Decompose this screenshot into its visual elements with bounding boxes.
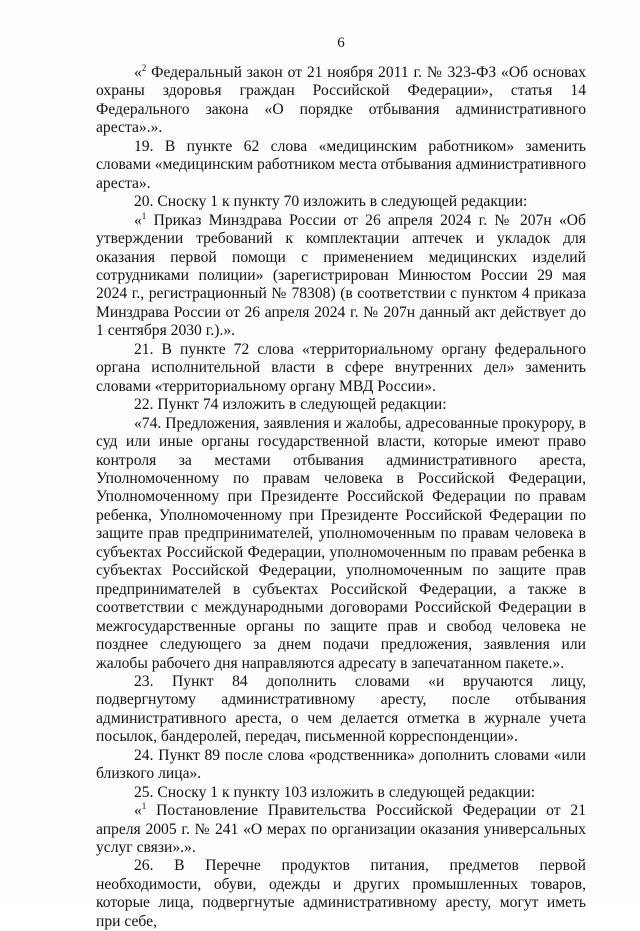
paragraph-item-22 xyxy=(96,396,586,414)
paragraph-item-21 xyxy=(96,341,586,396)
footnote-mark: 1 xyxy=(141,210,147,221)
paragraph-text: 23. Пункт 84 дополнить словами «и вручаются лицу, подвергнутому административному аресту, после отбывания административного ареста, о чем делается отметка в журнале учета посылок, бандеролей, передач, письменной корреспонденции». xyxy=(96,672,586,746)
paragraph-text: 22. Пункт 74 изложить в следующей редакции: xyxy=(134,396,447,414)
footnote-mark: 1 xyxy=(141,800,147,811)
document-body xyxy=(96,64,586,931)
quote-mark: « xyxy=(134,64,142,81)
paragraph-item-24 xyxy=(96,747,586,784)
paragraph-item-26 xyxy=(96,857,586,931)
quote-mark: « xyxy=(134,802,142,820)
paragraph-text: 20. Сноску 1 к пункту 70 изложить в следующей редакции: xyxy=(134,193,528,211)
paragraph-clause-74 xyxy=(96,415,586,673)
paragraph-text: Постановление Правительства Российской Федерации от 21 апреля 2005 г. № 241 «О мерах по организации оказания универсальных услуг связи».». xyxy=(96,802,586,857)
paragraph-item-25 xyxy=(96,784,586,802)
paragraph-text: 25. Сноску 1 к пункту 103 изложить в следующей редакции: xyxy=(134,783,536,801)
paragraph-text: «74. Предложения, заявления и жалобы, адресованные прокурору, в суд или иные органы государственной власти, которые имеют право контроля за местами отбывания административного ареста, Уполномоченному по правам человека в Российской Федерации, Уполномоченному при Президенте Российской Федерации по правам ребенка, Уполномоченному при Президенте Российской Федерации по защите прав предпринимателей, уполномоченным по правам человека в субъектах Российской Федерации, уполномоченным по правам ребенка в субъектах Российской Федерации, уполномоченным по защите прав предпринимателей в субъектах Российской Федерации, а также в соответствии с международными договорами Российской Федерации в межгосударственные органы по защите прав и свобод человека не позднее следующего за днем подачи предложения, заявления или жалобы рабочего дня направляются адресату в запечатанном пакете.». xyxy=(96,414,586,672)
paragraph-item-20 xyxy=(96,193,586,211)
paragraph-text: 21. В пункте 72 слова «территориальному органу федерального органа исполнительной власти в сфере внутренних дел» заменить словами «территориальному органу МВД России». xyxy=(96,340,586,395)
quote-mark: « xyxy=(134,211,142,229)
paragraph-item-23 xyxy=(96,673,586,747)
paragraph-footnote-2 xyxy=(96,64,586,138)
paragraph-text: Приказ Минздрава России от 26 апреля 2024 г. № 207н «Об утверждении требований к комплектации аптечек и укладок для оказания первой помощи с применением медицинских изделий сотрудниками полиции» (зарегистрирован Минюстом России 29 мая 2024 г., регистрационный № 78308) (в соответствии с пунктом 4 приказа Минздрава России от 26 апреля 2024 г. № 207н данный акт действует до 1 сентября 2030 г.).». xyxy=(96,211,586,340)
paragraph-text: 24. Пункт 89 после слова «родственника» дополнить словами «или близкого лица». xyxy=(96,746,586,783)
paragraph-footnote-1-decree xyxy=(96,802,586,857)
paragraph-text: Федеральный закон от 21 ноября 2011 г. № 323-ФЗ «Об основах охраны здоровья граждан Российской Федерации», статья 14 Федерального закона «О порядке отбывания административного ареста».». xyxy=(96,64,586,137)
paragraph-footnote-1-order xyxy=(96,212,586,341)
footnote-mark: 2 xyxy=(141,62,147,73)
paragraph-text: 26. В Перечне продуктов питания, предметов первой необходимости, обуви, одежды и других промышленных товаров, которые лица, подвергнутые административному аресту, могут иметь при себе, xyxy=(96,857,586,930)
paragraph-item-19 xyxy=(96,138,586,193)
page-number: 6 xyxy=(337,35,345,51)
paragraph-text: 19. В пункте 62 слова «медицинским работником» заменить словами «медицинским работником места отбывания административного ареста». xyxy=(96,137,586,192)
